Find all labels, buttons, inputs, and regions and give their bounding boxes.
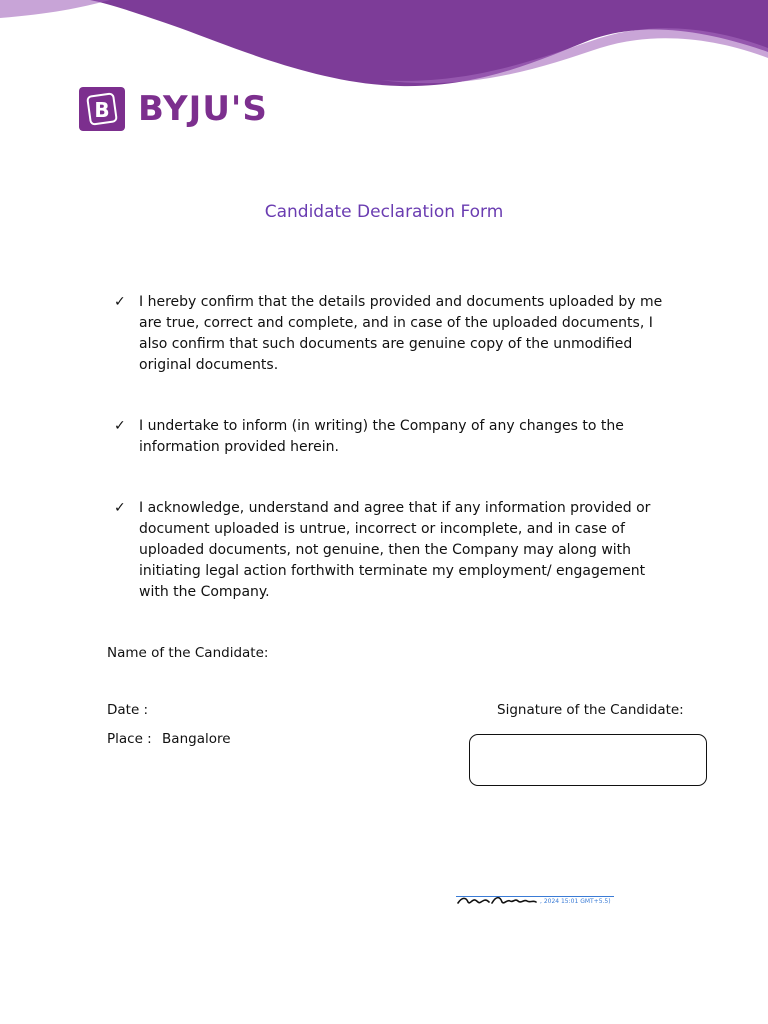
brand-name: BYJU'S <box>138 89 268 129</box>
place-value: Bangalore <box>162 731 231 747</box>
brand-logo <box>79 87 268 131</box>
signature-box[interactable] <box>469 734 707 786</box>
place-row <box>107 731 231 747</box>
place-label: Place : <box>107 731 152 747</box>
candidate-name-label: Name of the Candidate: <box>107 645 269 661</box>
checkmark-icon: ✓ <box>114 294 126 310</box>
esignature-stamp <box>456 893 614 907</box>
declaration-item <box>114 416 674 458</box>
form-title: Candidate Declaration Form <box>264 202 504 222</box>
declaration-item <box>114 292 674 376</box>
checkmark-icon: ✓ <box>114 418 126 434</box>
date-label: Date : <box>107 702 149 718</box>
handwritten-signature-icon <box>456 893 538 907</box>
logo-letter: B <box>94 98 110 122</box>
declaration-text: I hereby confirm that the details provided and documents uploaded by me are true, correct and complete, and in case of the uploaded documents, I also confirm that such documents are genuine copy of the unmodified original documents. <box>139 294 663 373</box>
esignature-timestamp: , 2024 15:01 GMT+5.5) <box>540 898 611 905</box>
checkmark-icon: ✓ <box>114 500 126 516</box>
declaration-item <box>114 498 674 603</box>
declaration-text: I undertake to inform (in writing) the Company of any changes to the information provided herein. <box>139 418 624 455</box>
byjus-logo-icon <box>79 87 125 131</box>
signature-label: Signature of the Candidate: <box>497 702 684 718</box>
declaration-text: I acknowledge, understand and agree that if any information provided or document uploaded is untrue, incorrect or incomplete, and in case of uploaded documents, not genuine, then the Company may along with initiating legal action forthwith terminate my employment/ engagement with the Company. <box>139 500 651 600</box>
header-wave <box>0 0 768 92</box>
